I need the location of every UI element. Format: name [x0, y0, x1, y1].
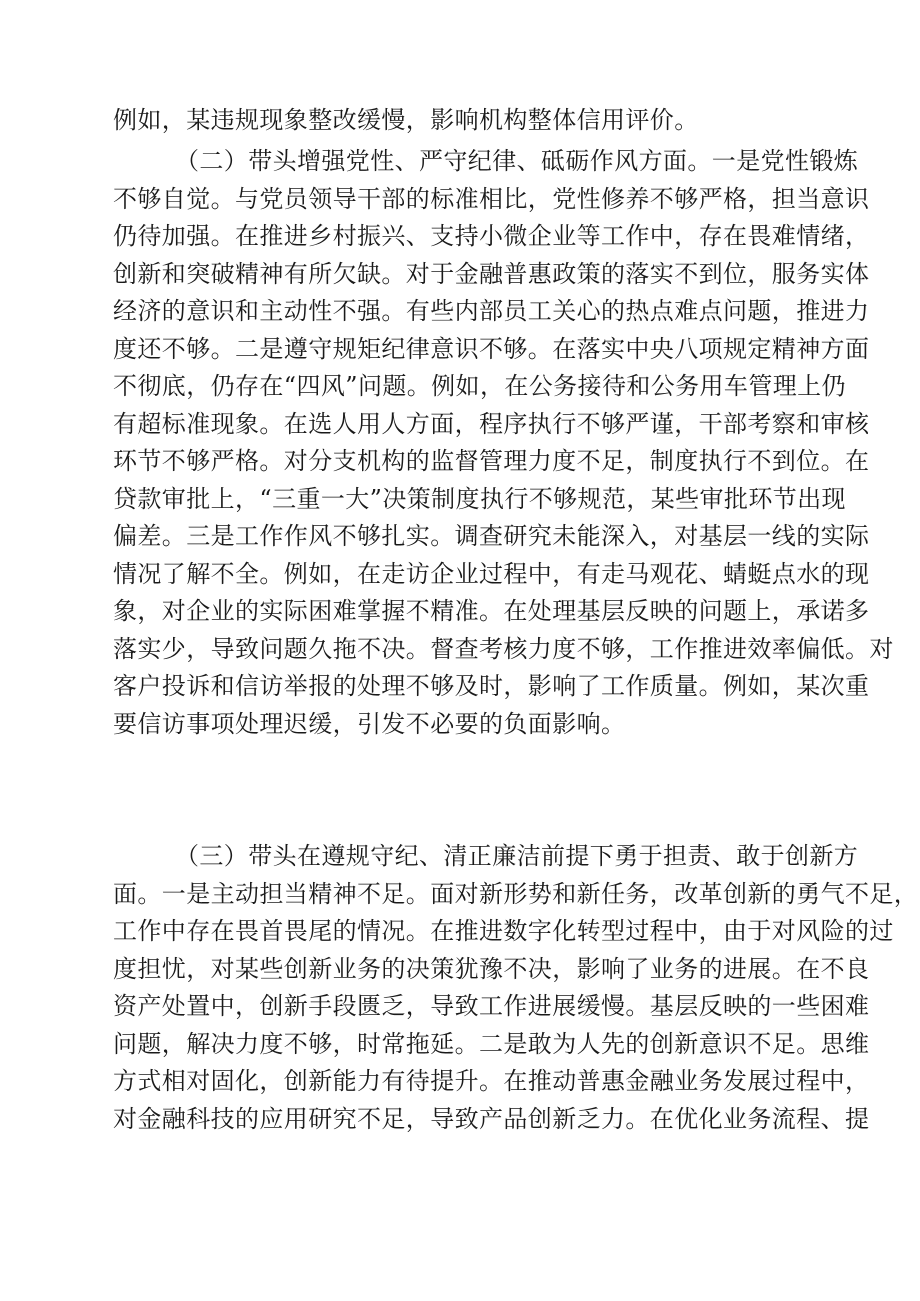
text-line: 问题，解决力度不够，时常拖延。二是敢为人先的创新意识不足。思维 [113, 1029, 870, 1058]
text-line: 贷款审批上，“三重一大”决策制度执行不够规范，某些审批环节出现 [113, 484, 846, 513]
text-line: （二）带头增强党性、严守纪律、砥砺作风方面。一是党性锻炼 [175, 147, 859, 175]
text-line: 面。一是主动担当精神不足。面对新形势和新任务，改革创新的勇气不足， [113, 879, 919, 908]
text-line: 创新和突破精神有所欠缺。对于金融普惠政策的落实不到位，服务实体 [113, 259, 870, 288]
text-line: 情况了解不全。例如，在走访企业过程中，有走马观花、蜻蜓点水的现 [113, 559, 870, 588]
text-line: 度担忧，对某些创新业务的决策犹豫不决，影响了业务的进展。在不良 [113, 954, 870, 983]
text-line: 仍待加强。在推进乡村振兴、支持小微企业等工作中，存在畏难情绪， [113, 222, 870, 250]
text-line: 度还不够。二是遵守规矩纪律意识不够。在落实中央八项规定精神方面 [113, 334, 870, 363]
text-line: 例如，某违规现象整改缓慢，影响机构整体信用评价。 [113, 106, 699, 134]
text-line: 经济的意识和主动性不强。有些内部员工关心的热点难点问题，推进力 [113, 297, 870, 325]
text-line: 象，对企业的实际困难掌握不精准。在处理基层反映的问题上，承诺多 [113, 597, 870, 625]
paragraph-section-two [113, 143, 894, 743]
paragraph-section-three [113, 838, 919, 1138]
paragraph-continuation [113, 102, 813, 140]
text-line: （三）带头在遵规守纪、清正廉洁前提下勇于担责、敢于创新方 [175, 842, 859, 870]
text-line: 落实少，导致问题久拖不决。督查考核力度不够，工作推进效率偏低。对 [113, 634, 894, 663]
text-line: 不够自觉。与党员领导干部的标准相比，党性修养不够严格，担当意识 [113, 184, 870, 213]
text-line: 方式相对固化，创新能力有待提升。在推动普惠金融业务发展过程中， [113, 1067, 870, 1095]
text-line: 偏差。三是工作作风不够扎实。调查研究未能深入，对基层一线的实际 [113, 522, 870, 550]
text-line: 客户投诉和信访举报的处理不够及时，影响了工作质量。例如，某次重 [113, 672, 870, 700]
text-line: 资产处置中，创新手段匮乏，导致工作进展缓慢。基层反映的一些困难 [113, 992, 870, 1020]
text-line: 有超标准现象。在选人用人方面，程序执行不够严谨，干部考察和审核 [113, 409, 870, 438]
text-line: 环节不够严格。对分支机构的监督管理力度不足，制度执行不到位。在 [113, 447, 870, 475]
text-line: 工作中存在畏首畏尾的情况。在推进数字化转型过程中，由于对风险的过 [113, 917, 894, 945]
text-line: 对金融科技的应用研究不足，导致产品创新乏力。在优化业务流程、提 [113, 1104, 870, 1133]
text-line: 要信访事项处理迟缓，引发不必要的负面影响。 [113, 709, 626, 738]
text-line: 不彻底，仍存在“四风”问题。例如，在公务接待和公务用车管理上仍 [113, 372, 846, 400]
